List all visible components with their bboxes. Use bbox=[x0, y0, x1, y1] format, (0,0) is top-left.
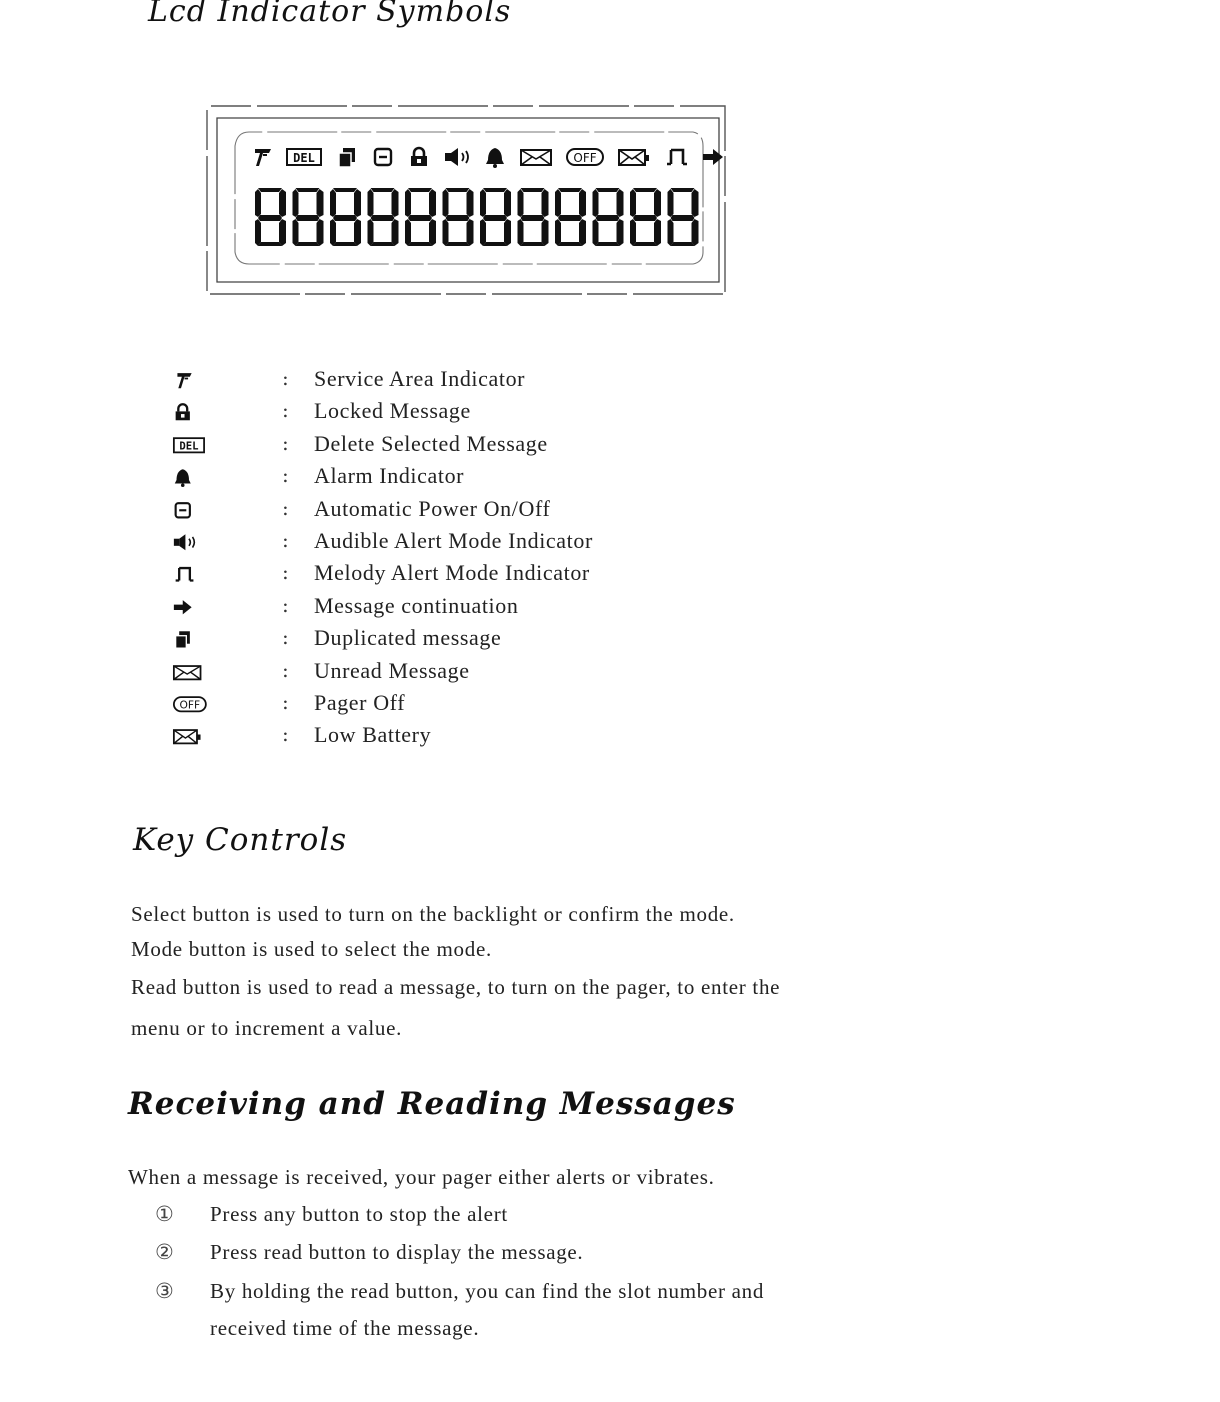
receiving-intro: When a message is received, your pager either alerts or vibrates. bbox=[128, 1165, 715, 1189]
legend-row bbox=[160, 496, 720, 528]
legend-row bbox=[160, 463, 720, 495]
legend-row bbox=[160, 593, 720, 625]
legend-label: Unread Message bbox=[314, 657, 470, 683]
step-number: ② bbox=[155, 1240, 174, 1264]
legend-row bbox=[160, 722, 720, 754]
legend-label: Melody Alert Mode Indicator bbox=[314, 560, 590, 586]
lcd-display-figure bbox=[203, 102, 731, 298]
lcd-digit bbox=[368, 188, 399, 246]
auto-power-icon bbox=[170, 500, 216, 524]
legend-separator: : bbox=[282, 398, 289, 423]
legend-label: Alarm Indicator bbox=[314, 463, 465, 489]
off-icon bbox=[567, 149, 603, 165]
lcd-digit bbox=[668, 188, 699, 246]
envelope-icon bbox=[521, 150, 551, 165]
legend-label: Locked Message bbox=[314, 398, 471, 424]
arrow-icon bbox=[170, 597, 216, 621]
legend-separator: : bbox=[282, 463, 289, 488]
melody-icon bbox=[170, 564, 216, 588]
step-text: Press read button to display the message. bbox=[210, 1240, 584, 1264]
bell-icon bbox=[170, 467, 216, 491]
key-line-read-cont: menu or to increment a value. bbox=[131, 1016, 403, 1040]
step-text: By holding the read button, you can find the slot number and bbox=[210, 1279, 765, 1303]
lcd-digit bbox=[443, 188, 474, 246]
step-number: ③ bbox=[155, 1279, 174, 1303]
auto-power-icon bbox=[375, 149, 391, 165]
legend-separator: : bbox=[282, 430, 289, 455]
legend-row bbox=[160, 528, 720, 560]
legend-row bbox=[160, 366, 720, 398]
lcd-digit bbox=[405, 188, 436, 246]
del-icon bbox=[170, 435, 216, 459]
legend-label: Message continuation bbox=[314, 592, 519, 618]
lcd-digit bbox=[593, 188, 624, 246]
svg-text:OFF: OFF bbox=[179, 698, 201, 712]
lcd-digit bbox=[293, 188, 324, 246]
step-number: ① bbox=[155, 1202, 174, 1226]
svg-text:DEL: DEL bbox=[179, 439, 199, 453]
legend-separator: : bbox=[282, 689, 289, 714]
speaker-icon bbox=[170, 532, 216, 556]
key-line-select: Select button is used to turn on the backlight or confirm the mode. bbox=[131, 902, 735, 926]
off-icon bbox=[170, 694, 216, 718]
battery-envelope-icon bbox=[170, 726, 216, 750]
legend-separator: : bbox=[282, 495, 289, 520]
lcd-digit bbox=[330, 188, 361, 246]
lcd-digit bbox=[630, 188, 661, 246]
receiving-heading: Receiving and Reading Messages bbox=[128, 1086, 736, 1122]
duplicate-icon bbox=[339, 148, 355, 167]
key-line-mode: Mode button is used to select the mode. bbox=[131, 937, 492, 961]
lcd-frame bbox=[203, 102, 731, 298]
key-line-read: Read button is used to read a message, to turn on the pager, to enter the bbox=[131, 975, 781, 999]
indicator-legend bbox=[160, 366, 720, 755]
del-icon bbox=[287, 149, 321, 165]
legend-label: Delete Selected Message bbox=[314, 430, 548, 456]
legend-row bbox=[160, 431, 720, 463]
legend-row bbox=[160, 398, 720, 430]
legend-row bbox=[160, 690, 720, 722]
step-text-continued: received time of the message. bbox=[210, 1316, 480, 1340]
legend-separator: : bbox=[282, 657, 289, 682]
key-controls-heading: Key Controls bbox=[133, 822, 348, 858]
lcd-digit bbox=[555, 188, 586, 246]
bell-icon bbox=[486, 148, 504, 168]
svg-text:DEL: DEL bbox=[293, 151, 315, 165]
lock-icon bbox=[411, 148, 427, 166]
duplicate-icon bbox=[170, 629, 216, 653]
legend-label: Duplicated message bbox=[314, 625, 502, 651]
lcd-digit bbox=[518, 188, 549, 246]
legend-label: Automatic Power On/Off bbox=[314, 495, 551, 521]
legend-row bbox=[160, 625, 720, 657]
legend-label: Audible Alert Mode Indicator bbox=[314, 527, 593, 553]
legend-label: Low Battery bbox=[314, 722, 432, 748]
legend-separator: : bbox=[282, 527, 289, 552]
lcd-digit bbox=[255, 188, 286, 246]
svg-text:OFF: OFF bbox=[573, 151, 597, 165]
legend-separator: : bbox=[282, 722, 289, 747]
legend-separator: : bbox=[282, 560, 289, 585]
envelope-icon bbox=[170, 662, 216, 686]
lock-icon bbox=[170, 402, 216, 426]
arrow-icon bbox=[703, 149, 723, 165]
lcd-digit bbox=[480, 188, 511, 246]
melody-icon bbox=[667, 150, 687, 164]
step-text: Press any button to stop the alert bbox=[210, 1202, 508, 1226]
legend-row bbox=[160, 658, 720, 690]
legend-label: Pager Off bbox=[314, 689, 406, 715]
legend-label: Service Area Indicator bbox=[314, 366, 526, 391]
legend-separator: : bbox=[282, 366, 289, 390]
battery-envelope-icon bbox=[619, 150, 649, 165]
speaker-icon bbox=[445, 148, 468, 166]
antenna-icon bbox=[170, 370, 216, 394]
legend-separator: : bbox=[282, 592, 289, 617]
antenna-icon bbox=[255, 149, 271, 166]
legend-separator: : bbox=[282, 625, 289, 650]
legend-row bbox=[160, 560, 720, 592]
page-title: Lcd Indicator Symbols bbox=[148, 0, 512, 29]
